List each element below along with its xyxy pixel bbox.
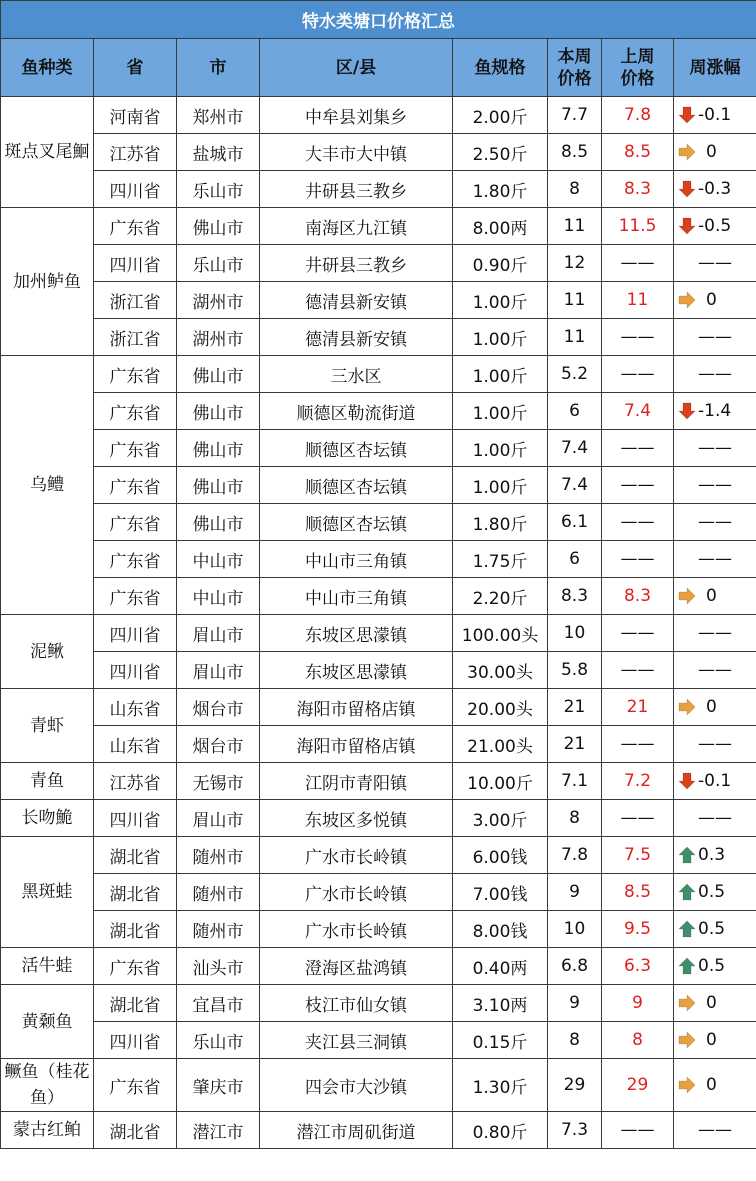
change-cell	[674, 763, 756, 800]
this-week-price-cell: 8.5	[548, 134, 602, 171]
last-week-price-cell: ——	[602, 1112, 674, 1149]
spec-cell: 1.00斤	[453, 319, 548, 356]
district-cell: 枝江市仙女镇	[260, 985, 453, 1022]
table-row	[1, 319, 756, 356]
last-week-price-cell: ——	[602, 356, 674, 393]
table-row	[1, 578, 756, 615]
district-cell: 海阳市留格店镇	[260, 689, 453, 726]
spec-cell: 2.50斤	[453, 134, 548, 171]
province-cell: 江苏省	[94, 763, 177, 800]
table-row	[1, 171, 756, 208]
change-cell	[674, 985, 756, 1022]
this-week-price-cell: 10	[548, 911, 602, 948]
change-value: ——	[698, 475, 732, 495]
table-row	[1, 282, 756, 319]
change-cell	[674, 97, 756, 134]
arrow-right-icon	[678, 1076, 696, 1094]
arrow-right-icon	[678, 994, 696, 1012]
change-value: ——	[698, 1120, 732, 1140]
last-week-price-cell: 7.4	[602, 393, 674, 430]
province-cell: 广东省	[94, 1059, 177, 1112]
district-cell: 顺德区杏坛镇	[260, 504, 453, 541]
change-value: 0	[706, 1030, 717, 1050]
species-cell: 黑斑蛙	[1, 837, 94, 948]
change-value: -1.4	[698, 401, 732, 421]
header-species: 鱼种类	[1, 39, 94, 97]
change-value: ——	[698, 660, 732, 680]
city-cell: 眉山市	[177, 652, 260, 689]
this-week-price-cell: 6	[548, 393, 602, 430]
table-row	[1, 467, 756, 504]
change-value: ——	[698, 327, 732, 347]
spec-cell: 21.00头	[453, 726, 548, 763]
change-cell	[674, 134, 756, 171]
arrow-down-icon	[678, 402, 696, 420]
last-week-price-cell: 8	[602, 1022, 674, 1059]
change-value: -0.1	[698, 105, 732, 125]
species-cell: 活牛蛙	[1, 948, 94, 985]
species-cell: 鳜鱼（桂花鱼）	[1, 1059, 94, 1112]
city-cell: 随州市	[177, 874, 260, 911]
city-cell: 乐山市	[177, 1022, 260, 1059]
this-week-price-cell: 7.1	[548, 763, 602, 800]
this-week-price-cell: 6.8	[548, 948, 602, 985]
city-cell: 乐山市	[177, 245, 260, 282]
district-cell: 广水市长岭镇	[260, 874, 453, 911]
province-cell: 广东省	[94, 578, 177, 615]
last-week-price-cell: ——	[602, 726, 674, 763]
district-cell: 东坡区多悦镇	[260, 800, 453, 837]
last-week-price-cell: 8.3	[602, 578, 674, 615]
province-cell: 四川省	[94, 245, 177, 282]
spec-cell: 20.00头	[453, 689, 548, 726]
spec-cell: 0.90斤	[453, 245, 548, 282]
table-row	[1, 245, 756, 282]
change-cell	[674, 874, 756, 911]
change-value: ——	[698, 253, 732, 273]
change-cell	[674, 1059, 756, 1112]
province-cell: 四川省	[94, 615, 177, 652]
district-cell: 中牟县刘集乡	[260, 97, 453, 134]
change-value: 0.5	[698, 882, 726, 902]
district-cell: 夹江县三洞镇	[260, 1022, 453, 1059]
change-value: 0	[706, 697, 717, 717]
table-row	[1, 134, 756, 171]
arrow-right-icon	[678, 143, 696, 161]
arrow-down-icon	[678, 217, 696, 235]
province-cell: 湖北省	[94, 874, 177, 911]
city-cell: 佛山市	[177, 504, 260, 541]
arrow-up-icon	[678, 883, 696, 901]
last-week-price-cell: ——	[602, 319, 674, 356]
this-week-price-cell: 10	[548, 615, 602, 652]
table-row	[1, 1059, 756, 1112]
province-cell: 湖北省	[94, 911, 177, 948]
spec-cell: 2.00斤	[453, 97, 548, 134]
arrow-right-icon	[678, 587, 696, 605]
change-value: ——	[698, 438, 732, 458]
change-value: 0	[706, 993, 717, 1013]
district-cell: 井研县三教乡	[260, 171, 453, 208]
city-cell: 佛山市	[177, 356, 260, 393]
table-row	[1, 837, 756, 874]
spec-cell: 1.00斤	[453, 430, 548, 467]
last-week-price-cell: ——	[602, 430, 674, 467]
arrow-right-icon	[678, 698, 696, 716]
province-cell: 湖北省	[94, 1112, 177, 1149]
province-cell: 广东省	[94, 393, 177, 430]
district-cell: 三水区	[260, 356, 453, 393]
change-value: 0	[706, 142, 717, 162]
header-spec: 鱼规格	[453, 39, 548, 97]
this-week-price-cell: 7.4	[548, 430, 602, 467]
table-row	[1, 800, 756, 837]
arrow-down-icon	[678, 180, 696, 198]
change-cell	[674, 467, 756, 504]
change-cell	[674, 319, 756, 356]
last-week-price-cell: 9	[602, 985, 674, 1022]
species-cell: 加州鲈鱼	[1, 208, 94, 356]
table-row	[1, 689, 756, 726]
change-value: 0	[706, 1075, 717, 1095]
district-cell: 广水市长岭镇	[260, 911, 453, 948]
table-row	[1, 504, 756, 541]
spec-cell: 7.00钱	[453, 874, 548, 911]
change-value: -0.3	[698, 179, 732, 199]
spec-cell: 0.40两	[453, 948, 548, 985]
spec-cell: 3.00斤	[453, 800, 548, 837]
last-week-price-cell: 29	[602, 1059, 674, 1112]
change-cell	[674, 1022, 756, 1059]
table-row	[1, 393, 756, 430]
species-cell: 黄颡鱼	[1, 985, 94, 1059]
last-week-price-cell: 7.5	[602, 837, 674, 874]
this-week-price-cell: 5.2	[548, 356, 602, 393]
table-row	[1, 726, 756, 763]
district-cell: 东坡区思濛镇	[260, 652, 453, 689]
change-value: ——	[698, 623, 732, 643]
this-week-price-cell: 21	[548, 689, 602, 726]
district-cell: 四会市大沙镇	[260, 1059, 453, 1112]
table-row	[1, 985, 756, 1022]
header-province: 省	[94, 39, 177, 97]
this-week-price-cell: 7.4	[548, 467, 602, 504]
change-value: ——	[698, 734, 732, 754]
change-value: 0	[706, 290, 717, 310]
this-week-price-cell: 8	[548, 171, 602, 208]
change-value: 0	[706, 586, 717, 606]
spec-cell: 3.10两	[453, 985, 548, 1022]
table-row	[1, 615, 756, 652]
table-body	[1, 97, 756, 1149]
this-week-price-cell: 21	[548, 726, 602, 763]
this-week-price-cell: 6.1	[548, 504, 602, 541]
last-week-price-cell: ——	[602, 245, 674, 282]
province-cell: 广东省	[94, 208, 177, 245]
province-cell: 浙江省	[94, 282, 177, 319]
province-cell: 广东省	[94, 467, 177, 504]
city-cell: 湖州市	[177, 282, 260, 319]
last-week-price-cell: ——	[602, 504, 674, 541]
province-cell: 山东省	[94, 726, 177, 763]
last-week-price-cell: 8.5	[602, 134, 674, 171]
species-cell: 青虾	[1, 689, 94, 763]
change-cell	[674, 393, 756, 430]
arrow-up-icon	[678, 846, 696, 864]
spec-cell: 0.15斤	[453, 1022, 548, 1059]
city-cell: 随州市	[177, 837, 260, 874]
change-cell	[674, 800, 756, 837]
table-row	[1, 911, 756, 948]
this-week-price-cell: 11	[548, 282, 602, 319]
last-week-price-cell: 8.3	[602, 171, 674, 208]
spec-cell: 1.80斤	[453, 504, 548, 541]
district-cell: 海阳市留格店镇	[260, 726, 453, 763]
spec-cell: 100.00头	[453, 615, 548, 652]
species-cell: 斑点叉尾鮰	[1, 97, 94, 208]
arrow-down-icon	[678, 106, 696, 124]
spec-cell: 6.00钱	[453, 837, 548, 874]
change-cell	[674, 245, 756, 282]
this-week-price-cell: 9	[548, 874, 602, 911]
city-cell: 郑州市	[177, 97, 260, 134]
change-cell	[674, 948, 756, 985]
district-cell: 顺德区杏坛镇	[260, 467, 453, 504]
change-cell	[674, 689, 756, 726]
this-week-price-cell: 7.3	[548, 1112, 602, 1149]
district-cell: 顺德区杏坛镇	[260, 430, 453, 467]
province-cell: 山东省	[94, 689, 177, 726]
header-last-week: 上周 价格	[602, 39, 674, 97]
change-cell	[674, 615, 756, 652]
table-row	[1, 97, 756, 134]
district-cell: 江阴市青阳镇	[260, 763, 453, 800]
change-value: 0.5	[698, 956, 726, 976]
province-cell: 广东省	[94, 504, 177, 541]
change-value: 0.5	[698, 919, 726, 939]
spec-cell: 1.80斤	[453, 171, 548, 208]
province-cell: 湖北省	[94, 837, 177, 874]
city-cell: 乐山市	[177, 171, 260, 208]
province-cell: 四川省	[94, 652, 177, 689]
table-row	[1, 208, 756, 245]
spec-cell: 8.00钱	[453, 911, 548, 948]
city-cell: 随州市	[177, 911, 260, 948]
arrow-down-icon	[678, 772, 696, 790]
district-cell: 中山市三角镇	[260, 541, 453, 578]
last-week-price-cell: 11	[602, 282, 674, 319]
change-cell	[674, 282, 756, 319]
this-week-price-cell: 8	[548, 800, 602, 837]
this-week-price-cell: 29	[548, 1059, 602, 1112]
this-week-price-cell: 9	[548, 985, 602, 1022]
city-cell: 眉山市	[177, 615, 260, 652]
arrow-up-icon	[678, 920, 696, 938]
city-cell: 中山市	[177, 541, 260, 578]
city-cell: 中山市	[177, 578, 260, 615]
spec-cell: 0.80斤	[453, 1112, 548, 1149]
province-cell: 广东省	[94, 356, 177, 393]
city-cell: 眉山市	[177, 800, 260, 837]
district-cell: 澄海区盐鸿镇	[260, 948, 453, 985]
province-cell: 广东省	[94, 430, 177, 467]
table-row	[1, 430, 756, 467]
city-cell: 盐城市	[177, 134, 260, 171]
this-week-price-cell: 12	[548, 245, 602, 282]
district-cell: 潜江市周矶街道	[260, 1112, 453, 1149]
table-row	[1, 763, 756, 800]
province-cell: 四川省	[94, 1022, 177, 1059]
change-cell	[674, 652, 756, 689]
spec-cell: 10.00斤	[453, 763, 548, 800]
last-week-price-cell: 7.2	[602, 763, 674, 800]
spec-cell: 2.20斤	[453, 578, 548, 615]
header-district: 区/县	[260, 39, 453, 97]
spec-cell: 1.00斤	[453, 467, 548, 504]
last-week-price-cell: 11.5	[602, 208, 674, 245]
change-value: -0.1	[698, 771, 732, 791]
city-cell: 烟台市	[177, 689, 260, 726]
last-week-price-cell: ——	[602, 800, 674, 837]
change-cell	[674, 208, 756, 245]
city-cell: 烟台市	[177, 726, 260, 763]
province-cell: 广东省	[94, 948, 177, 985]
table-row	[1, 1112, 756, 1149]
city-cell: 佛山市	[177, 467, 260, 504]
change-cell	[674, 430, 756, 467]
spec-cell: 1.00斤	[453, 282, 548, 319]
change-cell	[674, 837, 756, 874]
change-cell	[674, 578, 756, 615]
district-cell: 中山市三角镇	[260, 578, 453, 615]
city-cell: 佛山市	[177, 430, 260, 467]
header-change: 周涨幅	[674, 39, 756, 97]
last-week-price-cell: ——	[602, 652, 674, 689]
city-cell: 湖州市	[177, 319, 260, 356]
district-cell: 井研县三教乡	[260, 245, 453, 282]
species-cell: 泥鳅	[1, 615, 94, 689]
table-row	[1, 948, 756, 985]
change-value: -0.5	[698, 216, 732, 236]
table-row	[1, 356, 756, 393]
province-cell: 广东省	[94, 541, 177, 578]
district-cell: 东坡区思濛镇	[260, 615, 453, 652]
last-week-price-cell: 6.3	[602, 948, 674, 985]
species-cell: 长吻鮠	[1, 800, 94, 837]
arrow-up-icon	[678, 957, 696, 975]
last-week-price-cell: ——	[602, 541, 674, 578]
species-cell: 蒙古红鲌	[1, 1112, 94, 1149]
city-cell: 潜江市	[177, 1112, 260, 1149]
species-cell: 乌鳢	[1, 356, 94, 615]
district-cell: 德清县新安镇	[260, 282, 453, 319]
province-cell: 四川省	[94, 171, 177, 208]
change-value: ——	[698, 549, 732, 569]
province-cell: 四川省	[94, 800, 177, 837]
last-week-price-cell: 8.5	[602, 874, 674, 911]
district-cell: 顺德区勒流街道	[260, 393, 453, 430]
district-cell: 南海区九江镇	[260, 208, 453, 245]
last-week-price-cell: ——	[602, 467, 674, 504]
this-week-price-cell: 5.8	[548, 652, 602, 689]
city-cell: 宜昌市	[177, 985, 260, 1022]
header-city: 市	[177, 39, 260, 97]
this-week-price-cell: 8.3	[548, 578, 602, 615]
city-cell: 佛山市	[177, 208, 260, 245]
spec-cell: 1.00斤	[453, 356, 548, 393]
spec-cell: 30.00头	[453, 652, 548, 689]
table-row	[1, 1022, 756, 1059]
last-week-price-cell: 21	[602, 689, 674, 726]
change-cell	[674, 726, 756, 763]
header-row	[1, 39, 756, 97]
this-week-price-cell: 6	[548, 541, 602, 578]
province-cell: 江苏省	[94, 134, 177, 171]
arrow-right-icon	[678, 291, 696, 309]
spec-cell: 1.75斤	[453, 541, 548, 578]
city-cell: 汕头市	[177, 948, 260, 985]
province-cell: 浙江省	[94, 319, 177, 356]
city-cell: 佛山市	[177, 393, 260, 430]
arrow-right-icon	[678, 1031, 696, 1049]
spec-cell: 1.00斤	[453, 393, 548, 430]
this-week-price-cell: 7.8	[548, 837, 602, 874]
spec-cell: 8.00两	[453, 208, 548, 245]
city-cell: 无锡市	[177, 763, 260, 800]
district-cell: 广水市长岭镇	[260, 837, 453, 874]
change-cell	[674, 171, 756, 208]
change-cell	[674, 356, 756, 393]
header-this-week: 本周 价格	[548, 39, 602, 97]
this-week-price-cell: 11	[548, 208, 602, 245]
change-value: 0.3	[698, 845, 726, 865]
change-value: ——	[698, 808, 732, 828]
spec-cell: 1.30斤	[453, 1059, 548, 1112]
province-cell: 湖北省	[94, 985, 177, 1022]
table-row	[1, 652, 756, 689]
this-week-price-cell: 11	[548, 319, 602, 356]
last-week-price-cell: 9.5	[602, 911, 674, 948]
change-value: ——	[698, 364, 732, 384]
change-cell	[674, 911, 756, 948]
change-cell	[674, 541, 756, 578]
district-cell: 德清县新安镇	[260, 319, 453, 356]
change-cell	[674, 1112, 756, 1149]
city-cell: 肇庆市	[177, 1059, 260, 1112]
change-cell	[674, 504, 756, 541]
table-title: 特水类塘口价格汇总	[1, 1, 756, 39]
province-cell: 河南省	[94, 97, 177, 134]
this-week-price-cell: 8	[548, 1022, 602, 1059]
table-row	[1, 874, 756, 911]
last-week-price-cell: 7.8	[602, 97, 674, 134]
last-week-price-cell: ——	[602, 615, 674, 652]
species-cell: 青鱼	[1, 763, 94, 800]
this-week-price-cell: 7.7	[548, 97, 602, 134]
district-cell: 大丰市大中镇	[260, 134, 453, 171]
change-value: ——	[698, 512, 732, 532]
table-row	[1, 541, 756, 578]
